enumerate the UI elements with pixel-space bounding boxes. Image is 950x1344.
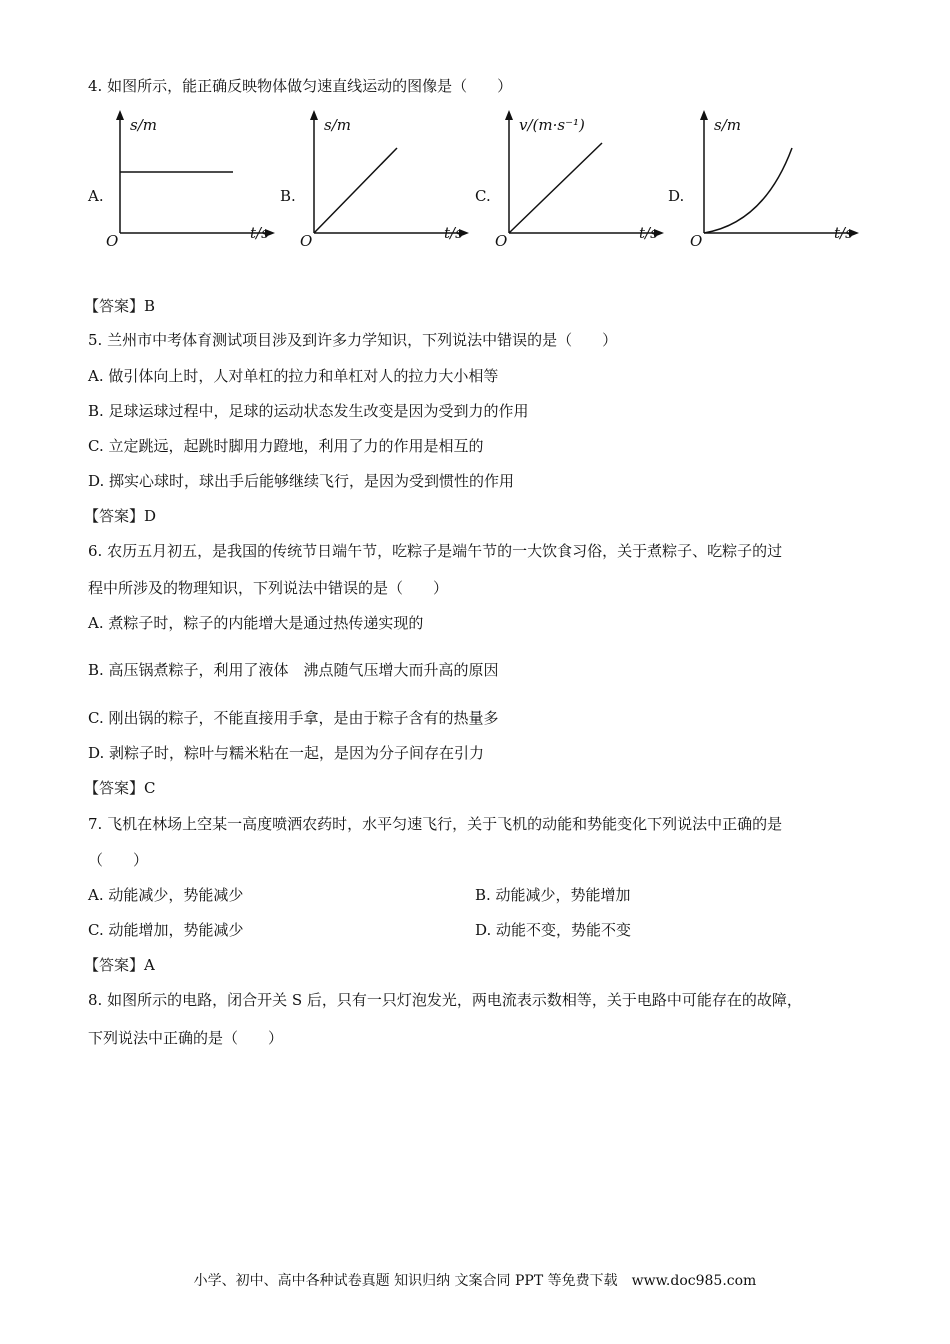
q7-stem-line2: （ ）	[88, 851, 149, 869]
q4-graph-c	[489, 108, 669, 248]
q8-stem-line2: 下列说法中正确的是（ ）	[88, 1029, 284, 1047]
q7-stem-line1: 7. 飞机在林场上空某一高度喷洒农药时，水平匀速飞行，关于飞机的动能和势能变化下列说法中正确的是	[88, 815, 783, 833]
q7-answer	[84, 955, 155, 975]
q4-option-a-label: A.	[88, 187, 104, 205]
q4-graph-d-ylabel: s/m	[714, 116, 741, 134]
q4-graph-a-origin: O	[106, 232, 119, 250]
q6-stem-line2: 程中所涉及的物理知识，下列说法中错误的是（ ）	[88, 579, 449, 597]
q7-option-a: A. 动能减少，势能减少	[88, 886, 244, 904]
q4-option-d-label: D.	[668, 187, 685, 205]
answer-value: A	[144, 956, 155, 974]
q6-answer	[84, 778, 156, 798]
answer-tag: 【答案】	[84, 956, 145, 974]
q5-stem: 5. 兰州市中考体育测试项目涉及到许多力学知识，下列说法中错误的是（ ）	[88, 331, 618, 349]
q6-option-a: A. 煮粽子时，粽子的内能增大是通过热传递实现的	[88, 614, 424, 632]
answer-tag: 【答案】	[84, 779, 145, 797]
q4-graph-d	[684, 108, 864, 248]
q4-option-c-label: C.	[475, 187, 491, 205]
q4-graph-c-xlabel: t/s	[639, 224, 658, 242]
q4-graph-b-xlabel: t/s	[444, 224, 463, 242]
q4-graph-d-origin: O	[690, 232, 703, 250]
answer-tag: 【答案】	[84, 507, 145, 525]
q6-option-c: C. 刚出锅的粽子，不能直接用手拿，是由于粽子含有的热量多	[88, 709, 499, 727]
q5-answer	[84, 506, 156, 526]
q4-graph-b-ylabel: s/m	[324, 116, 351, 134]
q4-graph-b-origin: O	[300, 232, 313, 250]
q5-option-a: A. 做引体向上时，人对单杠的拉力和单杠对人的拉力大小相等	[88, 367, 499, 385]
q4-graph-a-xlabel: t/s	[250, 224, 269, 242]
answer-value: C	[144, 779, 156, 797]
answer-value: D	[144, 507, 157, 525]
q6-stem-line1: 6. 农历五月初五，是我国的传统节日端午节，吃粽子是端午节的一大饮食习俗，关于煮粽子、吃粽子的过	[88, 542, 783, 560]
page-footer: 小学、初中、高中各种试卷真题 知识归纳 文案合同 PPT 等免费下载 www.doc985.com	[193, 1273, 757, 1289]
q4-graph-c-origin: O	[495, 232, 508, 250]
q7-option-c: C. 动能增加，势能减少	[88, 921, 244, 939]
q4-graph-b	[294, 108, 474, 248]
answer-tag: 【答案】	[84, 297, 145, 315]
q4-graph-a	[100, 108, 280, 248]
answer-value: B	[144, 297, 156, 315]
q4-stem: 4. 如图所示，能正确反映物体做匀速直线运动的图像是（ ）	[88, 77, 513, 95]
q6-option-d: D. 剥粽子时，粽叶与糯米粘在一起，是因为分子间存在引力	[88, 744, 485, 762]
q6-option-b: B. 高压锅煮粽子，利用了液体 沸点随气压增大而升高的原因	[88, 661, 499, 679]
q8-stem-line1: 8. 如图所示的电路，闭合开关 S 后，只有一只灯泡发光，两电流表示数相等，关于电路中可能存在的故障，	[88, 991, 802, 1009]
q4-graph-d-xlabel: t/s	[834, 224, 853, 242]
q5-option-c: C. 立定跳远，起跳时脚用力蹬地，利用了力的作用是相互的	[88, 437, 484, 455]
q4-graph-a-ylabel: s/m	[130, 116, 157, 134]
q4-answer	[84, 296, 155, 316]
q4-graph-c-ylabel: v/(m·s⁻¹)	[519, 116, 585, 134]
q4-option-b-label: B.	[280, 187, 296, 205]
q5-option-d: D. 掷实心球时，球出手后能够继续飞行，是因为受到惯性的作用	[88, 472, 515, 490]
q7-option-b: B. 动能减少，势能增加	[475, 886, 631, 904]
q7-option-d: D. 动能不变，势能不变	[475, 921, 632, 939]
q5-option-b: B. 足球运球过程中，足球的运动状态发生改变是因为受到力的作用	[88, 402, 529, 420]
